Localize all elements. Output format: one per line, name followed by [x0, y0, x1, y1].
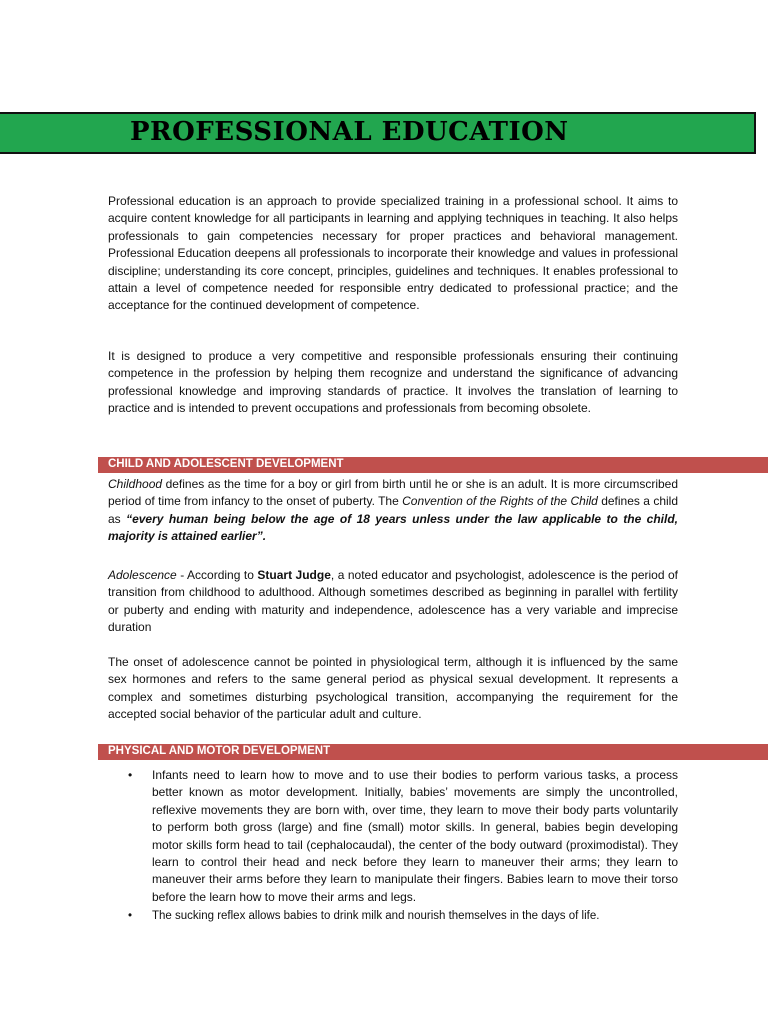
convention-title: Convention of the Rights of the Child [402, 494, 598, 509]
bullet-icon: • [128, 768, 133, 782]
author-name: Stuart Judge [257, 568, 331, 582]
list-item-text: Infants need to learn how to move and to use their bodies to perform various tasks, a process better known as motor development. Initially, babies’ movements are simply the uncontrolled, reflexive movements they are born with, over time, they learn to move their body parts voluntarily to perform both gross (large) and fine (small) motor skills. In general, babies begin developing motor skills form head to tail (cephalocaudal), the center of the body outward (proximodistal). They learn to control their head and neck before they learn to maneuver their arms; they learn to maneuver their arms before they learn to manipulate their fingers. Babies learn to move their torso before the learn how to move their arms and legs. [152, 768, 678, 904]
childhood-text-2: defines a child as [108, 494, 678, 526]
section-heading-child-adolescent [98, 457, 768, 473]
title-banner [0, 112, 756, 154]
list-item-text: The sucking reflex allows babies to drink milk and nourish themselves in the days of life. [152, 910, 600, 923]
child-definition-quote: “every human being below the age of 18 years unless under the law applicable to the child, majority is attained earlier”. [108, 511, 678, 544]
list-item [128, 767, 678, 906]
page-title: PROFESSIONAL EDUCATION [130, 117, 569, 147]
section-heading-label: CHILD AND ADOLESCENT DEVELOPMENT [108, 458, 344, 470]
section-heading-label: PHYSICAL AND MOTOR DEVELOPMENT [108, 745, 331, 757]
adolescence-text-1: - According to [176, 568, 258, 582]
onset-paragraph: The onset of adolescence cannot be pointed in physiological term, although it is influenced by the same sex hormones and refers to the same general period as physical sexual development. It represents a complex and sometimes disturbing psychological transition, accompanying the requirement for the accepted social behavior of the particular adult and culture. [108, 655, 678, 722]
bullet-icon: • [128, 910, 133, 923]
intro-paragraph-1: Professional education is an approach to provide specialized training in a professional school. It aims to acquire content knowledge for all participants in learning and applying techniques in teaching. It also helps professionals to gain competencies necessary for proper practices and behavioral management. Professional Education deepens all professionals to incorporate their knowledge and values in professional discipline; understanding its core concept, principles, guidelines and techniques. It enables professional to attain a level of competence needed for responsible entry dedicated to professional practice; and the acceptance for the continued development of competence. [108, 194, 678, 313]
childhood-term: Childhood [108, 477, 163, 491]
section-heading-physical-motor [98, 744, 768, 760]
intro-paragraph-2: It is designed to produce a very competitive and responsible professionals ensuring their continuing competence in the profession by helping them recognize and understand the significance of advancing professional knowledge and improving standards of practice. It involves the translation of learning to practice and is intended to prevent occupations and professionals from becoming obsolete. [108, 349, 678, 416]
childhood-text-1: defines as the time for a boy or girl from birth until he or she is an adult. It is more circumscribed period of time from infancy to the onset of puberty. The [108, 477, 678, 509]
list-item [128, 908, 678, 925]
adolescence-paragraph [108, 567, 678, 637]
adolescence-text-2: , a noted educator and psychologist, adolescence is the period of transition from childhood to adulthood. Although sometimes described as beginning in parallel with fertility or puberty and ending with maturity and independence, adolescence has a very variable and imprecise duration [108, 568, 679, 635]
motor-development-list [128, 767, 678, 928]
childhood-paragraph [108, 476, 678, 546]
adolescence-term: Adolescence [108, 568, 177, 582]
